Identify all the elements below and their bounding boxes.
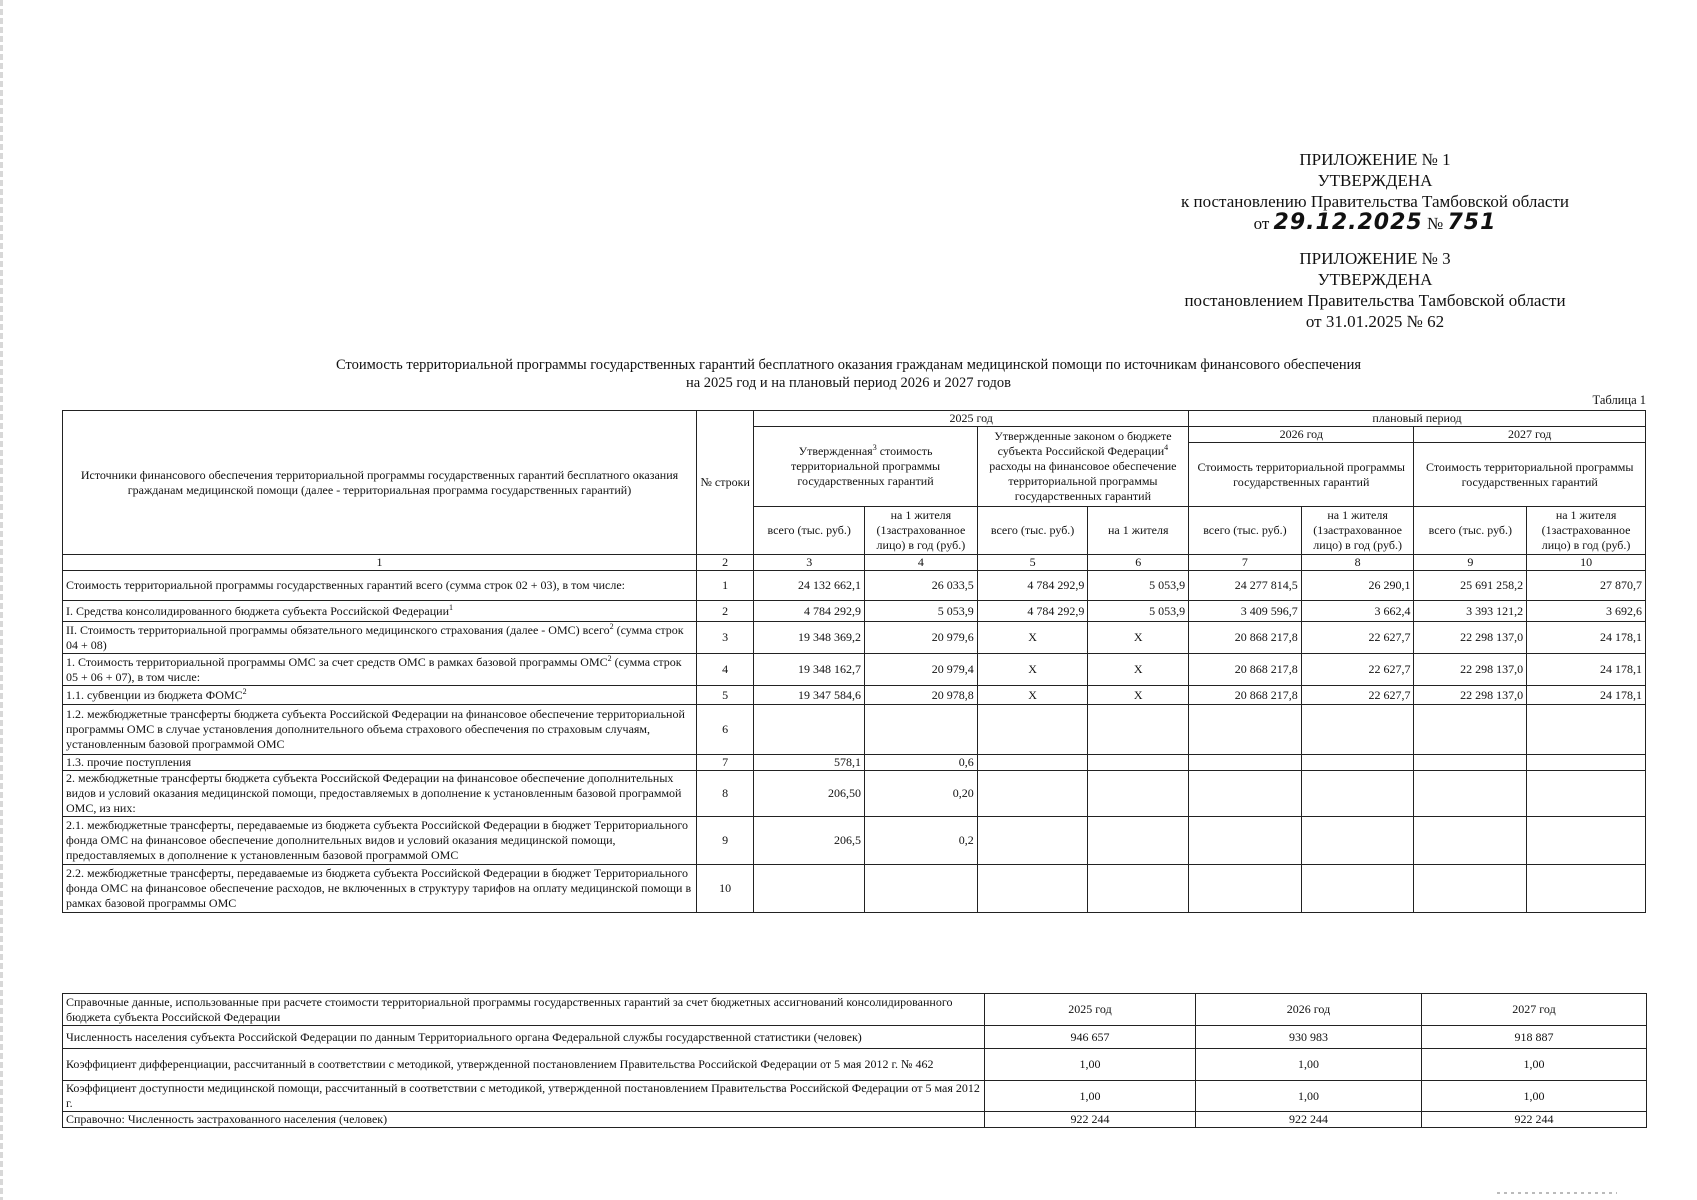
header-approved-cost: Утвержденная$^3$ стоимость территориальной программы государственных гарантий [754,427,977,507]
row-source-name: Стоимость территориальной программы государственных гарантий всего (сумма строк 02 + 03), в том числе: [63,571,697,601]
cell-c9 [1414,705,1527,755]
table-row [63,571,1646,601]
cell-c3 [754,865,865,913]
cell-c5: Х [977,654,1088,686]
column-number: 4 [865,555,978,571]
cell-c4: 20 978,8 [865,686,978,705]
reference-2027: 918 887 [1422,1026,1647,1049]
row-number: 3 [696,622,753,654]
appendix-1-resolution: к постановлению Правительства Тамбовской области [1180,192,1570,211]
cell-c5 [977,705,1088,755]
table-row [63,654,1646,686]
cell-c7: 20 868 217,8 [1189,622,1302,654]
cell-c9: 22 298 137,0 [1414,654,1527,686]
scan-edge [0,0,3,1200]
cell-c4: 0,6 [865,755,978,771]
reference-label: Коэффициент дифференциации, рассчитанный в соответствии с методикой, утвержденной постановлением Правительства Российской Федерации от 5 мая 2012 г. № 462 [63,1049,985,1081]
cell-c6: 5 053,9 [1088,601,1189,622]
column-number: 9 [1414,555,1527,571]
reference-2027: 1,00 [1422,1081,1647,1112]
header-per-insured-10: на 1 жителя (1застрахованное лицо) в год (руб.) [1527,507,1646,555]
table-row [63,705,1646,755]
cell-c7: 20 868 217,8 [1189,654,1302,686]
header-total-9: всего (тыс. руб.) [1414,507,1527,555]
cell-c7 [1189,865,1302,913]
header-2026: 2026 год [1189,427,1414,443]
row-source-name: 1.1. субвенции из бюджета ФОМС$^2$ [63,686,697,705]
title-line-1: Стоимость территориальной программы государственных гарантий бесплатного оказания гражданам медицинской помощи по источникам финансового обеспечения [335,357,1362,373]
table-row [63,817,1646,865]
reference-row [63,1026,1647,1049]
cell-c9: 3 393 121,2 [1414,601,1527,622]
table-row [63,601,1646,622]
row-number: 6 [696,705,753,755]
cell-c10: 3 692,6 [1527,601,1646,622]
reference-row [63,1112,1647,1128]
reference-label: Справочные данные, использованные при расчете стоимости территориальной программы государственных гарантий за счет бюджетных ассигнований консолидированного бюджета субъекта Российской Федерации [63,994,985,1026]
cell-c6: Х [1088,686,1189,705]
cell-c10: 24 178,1 [1527,654,1646,686]
cell-c5: 4 784 292,9 [977,571,1088,601]
cell-c8: 26 290,1 [1301,571,1414,601]
cell-c4: 0,20 [865,771,978,817]
header-per-resident-6: на 1 жителя [1088,507,1189,555]
cell-c7 [1189,771,1302,817]
cell-c4: 5 053,9 [865,601,978,622]
cell-c10 [1527,771,1646,817]
cell-c8 [1301,771,1414,817]
reference-label: Численность населения субъекта Российской Федерации по данным Территориального органа Федеральной службы государственной статистики (человек) [63,1026,985,1049]
row-source-name: 2.2. межбюджетные трансферты, передаваемые из бюджета субъекта Российской Федерации в бюджет Территориального фонда ОМС на финансовое обеспечение расходов, не включенных в структуру тарифов на оплату медицинской помощи в рамках базовой программы ОМС [63,865,697,913]
reference-row [63,1081,1647,1112]
cell-c8 [1301,755,1414,771]
cell-c3: 206,50 [754,771,865,817]
row-number: 2 [696,601,753,622]
cell-c10: 24 178,1 [1527,622,1646,654]
row-source-name: 2.1. межбюджетные трансферты, передаваемые из бюджета субъекта Российской Федерации в бюджет Территориального фонда ОМС на финансовое обеспечение дополнительных видов и условий оказания медицинской помощи, предоставляемых в дополнение к установленным базовой программой ОМС [63,817,697,865]
reference-2026: 1,00 [1196,1049,1422,1081]
appendix-3-date: от 31.01.2025 № 62 [1305,312,1445,331]
row-number: 9 [696,817,753,865]
cell-c3: 578,1 [754,755,865,771]
cell-c4: 20 979,6 [865,622,978,654]
cell-c9 [1414,817,1527,865]
cell-c6 [1088,771,1189,817]
cell-c3: 24 132 662,1 [754,571,865,601]
appendix-1-title: ПРИЛОЖЕНИЕ № 1 [1299,150,1451,169]
header-cost-2026: Стоимость территориальной программы государственных гарантий [1189,443,1414,507]
reference-2026: 922 244 [1196,1112,1422,1128]
cell-c7: 24 277 814,5 [1189,571,1302,601]
handwritten-date: 29.12.2025 [1273,210,1423,235]
cell-c7 [1189,817,1302,865]
cell-c10 [1527,755,1646,771]
row-source-name: II. Стоимость территориальной программы обязательного медицинского страхования (далее - ОМС) всего$^2$ (сумма строк 04 + 08) [63,622,697,654]
column-number: 7 [1189,555,1302,571]
column-number: 1 [63,555,697,571]
cell-c5 [977,771,1088,817]
appendix-1-approved: УТВЕРЖДЕНА [1317,171,1433,190]
column-number: 5 [977,555,1088,571]
header-sources: Источники финансового обеспечения территориальной программы государственных гарантий бесплатного оказания гражданам медицинской помощи (далее - территориальная программа государственных гарантий) [63,411,697,555]
cell-c3: 206,5 [754,817,865,865]
cell-c8: 22 627,7 [1301,654,1414,686]
row-source-name: 1. Стоимость территориальной программы ОМС за счет средств ОМС в рамках базовой программы ОМС$^2$ (сумма строк 05 + 06 + 07), в том числе: [63,654,697,686]
cell-c8 [1301,817,1414,865]
cell-c4 [865,705,978,755]
table-label: Таблица 1 [1592,393,1646,407]
cell-c5 [977,817,1088,865]
row-number: 7 [696,755,753,771]
header-total-3: всего (тыс. руб.) [754,507,865,555]
cell-c6: 5 053,9 [1088,571,1189,601]
cell-c6 [1088,755,1189,771]
cell-c8: 3 662,4 [1301,601,1414,622]
cell-c8: 22 627,7 [1301,622,1414,654]
row-number: 5 [696,686,753,705]
cell-c3: 4 784 292,9 [754,601,865,622]
header-per-insured-4: на 1 жителя (1застрахованное лицо) в год (руб.) [865,507,978,555]
approval-header [1160,149,1590,332]
appendix-3-resolution: постановлением Правительства Тамбовской области [1184,291,1566,310]
cell-c5 [977,865,1088,913]
cell-c6: Х [1088,654,1189,686]
cell-c7 [1189,755,1302,771]
header-2027: 2027 год [1414,427,1646,443]
cell-c3: 19 347 584,6 [754,686,865,705]
cell-c7 [1189,705,1302,755]
row-source-name: I. Средства консолидированного бюджета субъекта Российской Федерации$^1$ [63,601,697,622]
header-cost-2027: Стоимость территориальной программы государственных гарантий [1414,443,1646,507]
header-per-insured-8: на 1 жителя (1застрахованное лицо) в год (руб.) [1301,507,1414,555]
header-total-7: всего (тыс. руб.) [1189,507,1302,555]
appendix-3-approved: УТВЕРЖДЕНА [1317,270,1433,289]
reference-2025: 1,00 [985,1049,1196,1081]
row-source-name: 1.3. прочие поступления [63,755,697,771]
reference-2025: 922 244 [985,1112,1196,1128]
header-row-number: № строки [696,411,753,555]
reference-table [62,993,1647,1128]
header-budget-law: Утвержденные законом о бюджете субъекта Российской Федерации$^4$ расходы на финансовое обеспечение территориальной программы государственных гарантий [977,427,1188,507]
cell-c5 [977,755,1088,771]
reference-label: Справочно: Численность застрахованного населения (человек) [63,1112,985,1128]
column-number: 6 [1088,555,1189,571]
cell-c5: Х [977,686,1088,705]
handwritten-number: 751 [1447,210,1497,235]
cell-c5: 4 784 292,9 [977,601,1088,622]
row-number: 8 [696,771,753,817]
appendix-3-title: ПРИЛОЖЕНИЕ № 3 [1299,249,1451,268]
row-number: 4 [696,654,753,686]
reference-2026: 930 983 [1196,1026,1422,1049]
reference-2025: 1,00 [985,1081,1196,1112]
cell-c6: Х [1088,622,1189,654]
cell-c8 [1301,705,1414,755]
header-total-5: всего (тыс. руб.) [977,507,1088,555]
row-number: 10 [696,865,753,913]
cell-c8: 22 627,7 [1301,686,1414,705]
reference-2026: 2026 год [1196,994,1422,1026]
cell-c9 [1414,771,1527,817]
cell-c3: 19 348 369,2 [754,622,865,654]
column-number: 3 [754,555,865,571]
cell-c9 [1414,865,1527,913]
cell-c6 [1088,705,1189,755]
cell-c4: 20 979,4 [865,654,978,686]
header-planned-period: плановый период [1189,411,1646,427]
column-number: 8 [1301,555,1414,571]
reference-2027: 1,00 [1422,1049,1647,1081]
document-title [0,356,1697,392]
reference-row [63,1049,1647,1081]
row-source-name: 1.2. межбюджетные трансферты бюджета субъекта Российской Федерации на финансовое обеспечение территориальной программы ОМС в случае установления дополнительного объема страхового обеспечения по страховым случаям, установленным базовой программой ОМС [63,705,697,755]
reference-2027: 922 244 [1422,1112,1647,1128]
reference-2027: 2027 год [1422,994,1647,1026]
cell-c10: 24 178,1 [1527,686,1646,705]
appendix-1-number-label: № [1426,214,1444,233]
row-source-name: 2. межбюджетные трансферты бюджета субъекта Российской Федерации на финансовое обеспечение дополнительных видов и условий оказания медицинской помощи, предоставляемых в дополнение к установленным базовой программой ОМС, из них: [63,771,697,817]
cell-c9: 22 298 137,0 [1414,686,1527,705]
title-line-2: на 2025 год и на плановый период 2026 и 2027 годов [685,375,1012,391]
table-row [63,771,1646,817]
header-2025: 2025 год [754,411,1189,427]
cell-c9: 25 691 258,2 [1414,571,1527,601]
reference-2025: 946 657 [985,1026,1196,1049]
cell-c5: Х [977,622,1088,654]
cell-c9: 22 298 137,0 [1414,622,1527,654]
column-number: 2 [696,555,753,571]
cell-c8 [1301,865,1414,913]
reference-row [63,994,1647,1026]
row-number: 1 [696,571,753,601]
reference-2025: 2025 год [985,994,1196,1026]
appendix-1-date-line [1160,212,1590,234]
cell-c6 [1088,817,1189,865]
reference-2026: 1,00 [1196,1081,1422,1112]
column-number: 10 [1527,555,1646,571]
table-row [63,622,1646,654]
appendix-1-from-label: от [1253,214,1270,233]
table-row [63,865,1646,913]
table-row [63,755,1646,771]
table-row [63,686,1646,705]
cell-c4 [865,865,978,913]
cell-c4: 0,2 [865,817,978,865]
cell-c10 [1527,705,1646,755]
cell-c7: 3 409 596,7 [1189,601,1302,622]
cell-c6 [1088,865,1189,913]
cell-c9 [1414,755,1527,771]
cell-c4: 26 033,5 [865,571,978,601]
scan-artifact [1497,1192,1617,1194]
reference-label: Коэффициент доступности медицинской помощи, рассчитанный в соответствии с методикой, утвержденной постановлением Правительства Российской Федерации от 5 мая 2012 г. [63,1081,985,1112]
cell-c10: 27 870,7 [1527,571,1646,601]
cost-table [62,410,1646,913]
cell-c7: 20 868 217,8 [1189,686,1302,705]
cell-c3: 19 348 162,7 [754,654,865,686]
cell-c10 [1527,865,1646,913]
cell-c10 [1527,817,1646,865]
cell-c3 [754,705,865,755]
